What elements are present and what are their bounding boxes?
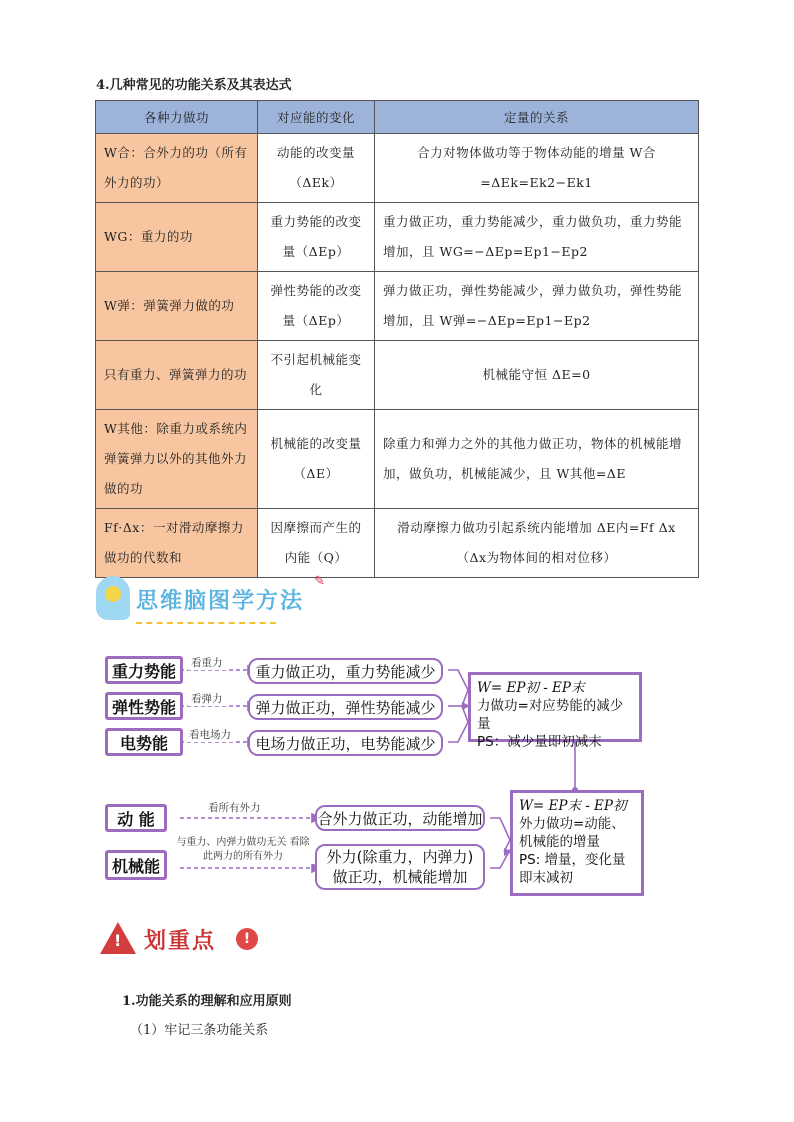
tag-elastic: 看弹力 [188, 691, 226, 706]
cell-force: Ff·Δx：一对滑动摩擦力做功的代数和 [96, 509, 258, 578]
node-mechanical: 机械能 [105, 850, 167, 880]
node-kinetic: 动 能 [105, 804, 167, 832]
warning-mark: ! [114, 931, 122, 950]
note-bottom-line2: PS: 增量，变化量即末减初 [519, 852, 626, 886]
table-row [96, 410, 699, 509]
node-elastic-work: 弹力做正功，弹性势能减少 [248, 694, 443, 720]
cell-force: 只有重力、弹簧弹力的功 [96, 341, 258, 410]
mindmap-header [96, 572, 341, 632]
note-bottom-formula: W= EP末 - EP初 [519, 798, 627, 814]
tag-gravity: 看重力 [188, 655, 226, 670]
mindmap-title: 思维脑图学方法 [136, 589, 305, 614]
note-bottom-line1: 外力做功=动能、机械能的增量 [519, 816, 625, 850]
note-potential [468, 672, 642, 750]
node-mechanical-work: 外力(除重力，内弹力) 做正功，机械能增加 [315, 844, 485, 890]
cell-relation: 弹力做正功，弹性势能减少，弹力做负功，弹性势能增加，且 W弹=−ΔEp=Ep1−Ep2 [375, 272, 699, 341]
table-row [96, 272, 699, 341]
header-energy: 对应能的变化 [258, 101, 375, 134]
cell-force: WG：重力的功 [96, 203, 258, 272]
highlight-header [100, 922, 270, 962]
subsection-title: 1.功能关系的理解和应用原则 [122, 994, 292, 1009]
cell-relation: 重力做正功，重力势能减少，重力做负功，重力势能增加，且 WG=−ΔEp=Ep1−Ep2 [375, 203, 699, 272]
highlight-title: 划重点 [144, 929, 217, 954]
note-top-line2: PS：减少量即初减末 [477, 734, 602, 750]
tag-other-forces: 与重力、内弹力做功无关 看除此两力的所有外力 [170, 836, 316, 864]
note-kinetic [510, 790, 644, 896]
cell-relation: 机械能守恒 ΔE=0 [375, 341, 699, 410]
cell-force: W合：合外力的功（所有外力的功） [96, 134, 258, 203]
table-row [96, 203, 699, 272]
alert-circle-icon: ! [236, 928, 258, 950]
cell-relation: 除重力和弹力之外的其他力做正功，物体的机械能增加，做负功，机械能减少，且 W其他=ΔE [375, 410, 699, 509]
node-gravity-pe: 重力势能 [105, 656, 183, 684]
table-header-row [96, 101, 699, 134]
cell-energy: 不引起机械能变化 [258, 341, 375, 410]
table-row [96, 134, 699, 203]
cell-energy: 动能的改变量（ΔEk） [258, 134, 375, 203]
node-kinetic-work: 合外力做正功，动能增加 [315, 805, 485, 831]
brain-bulb-icon [96, 576, 130, 620]
node-electric-pe: 电势能 [105, 728, 183, 756]
work-energy-table [95, 100, 699, 578]
wave-underline [136, 616, 276, 624]
cell-energy: 机械能的改变量（ΔE） [258, 410, 375, 509]
note-top-line1: 力做功=对应势能的减少量 [477, 698, 624, 732]
table-row [96, 509, 699, 578]
tag-electric: 看电场力 [186, 727, 234, 742]
cell-energy: 弹性势能的改变量（ΔEp） [258, 272, 375, 341]
cell-relation: 合力对物体做功等于物体动能的增量 W合=ΔEk=Ek2−Ek1 [375, 134, 699, 203]
node-gravity-work: 重力做正功，重力势能减少 [248, 658, 443, 684]
header-force: 各种力做功 [96, 101, 258, 134]
cell-energy: 重力势能的改变量（ΔEp） [258, 203, 375, 272]
tools-icon: ✎ [314, 574, 325, 589]
cell-relation: 滑动摩擦力做功引起系统内能增加 ΔE内=Ff Δx（Δx为物体间的相对位移） [375, 509, 699, 578]
header-relation: 定量的关系 [375, 101, 699, 134]
node-elastic-pe: 弹性势能 [105, 692, 183, 720]
tag-all-forces: 看所有外力 [205, 800, 264, 815]
cell-force: W弹：弹簧弹力做的功 [96, 272, 258, 341]
cell-energy: 因摩擦而产生的内能（Q） [258, 509, 375, 578]
table-row [96, 341, 699, 410]
section-title: 4.几种常见的功能关系及其表达式 [96, 78, 292, 93]
cell-force: W其他：除重力或系统内弹簧弹力以外的其他外力做的功 [96, 410, 258, 509]
subsection-item: （1）牢记三条功能关系 [130, 1023, 269, 1038]
note-top-formula: W= EP初 - EP末 [477, 680, 585, 696]
node-electric-work: 电场力做正功，电势能减少 [248, 730, 443, 756]
